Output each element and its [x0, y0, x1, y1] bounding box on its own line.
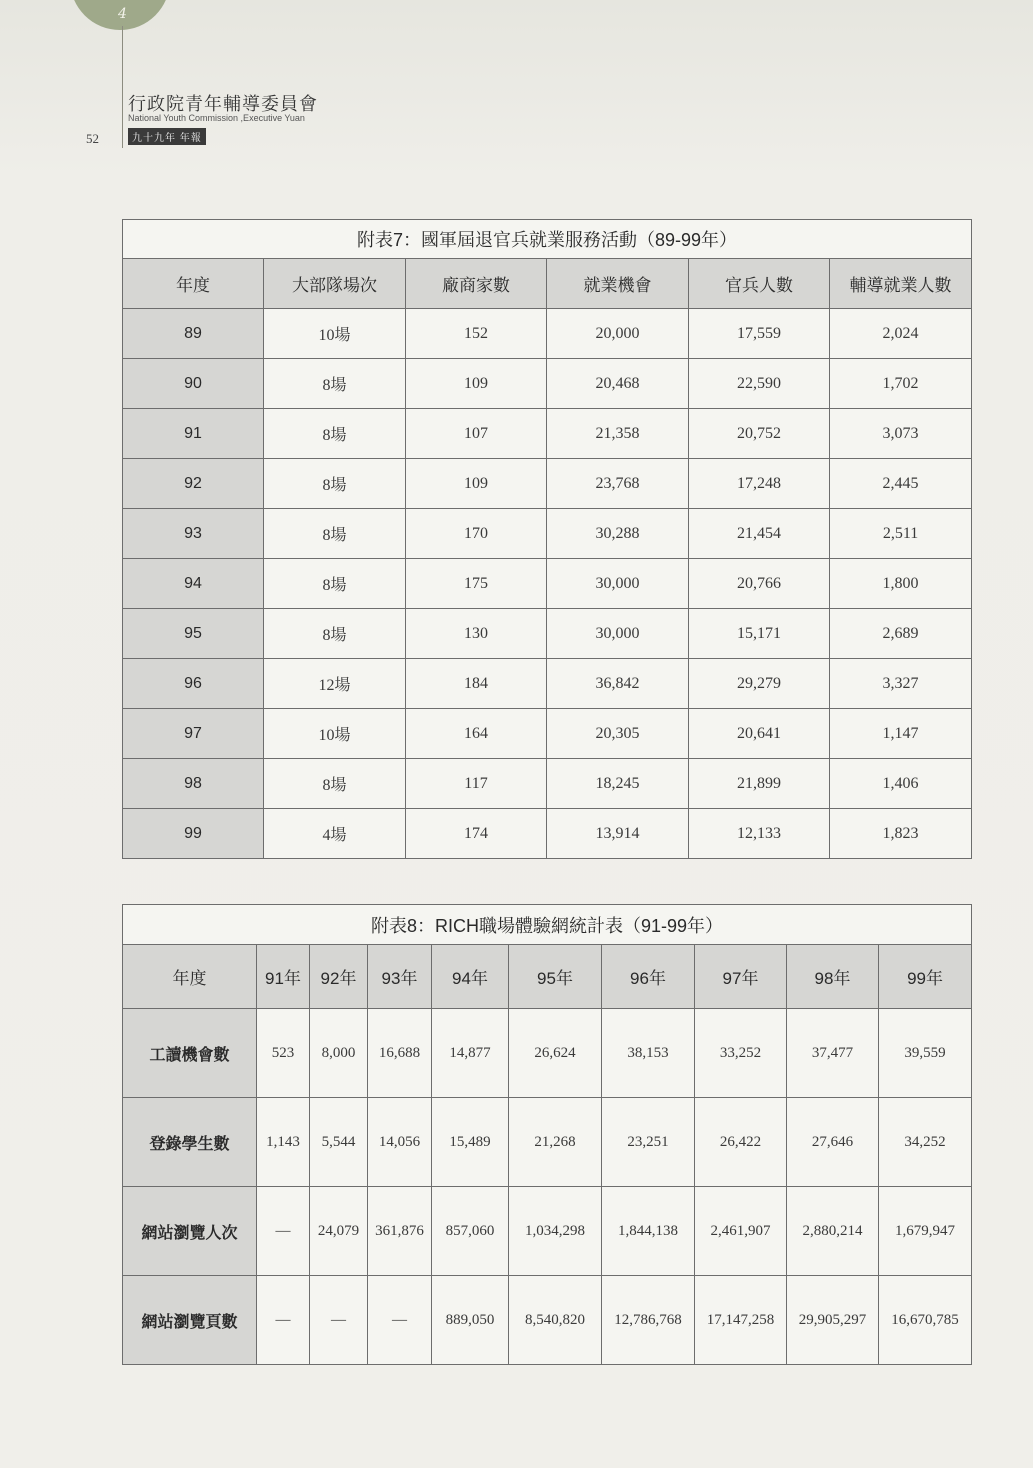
table-cell: 1,844,138 — [602, 1187, 695, 1276]
table-cell: 21,899 — [689, 759, 830, 809]
table-cell: 20,641 — [689, 709, 830, 759]
column-header: 大部隊場次 — [264, 259, 406, 309]
table-row — [123, 609, 972, 659]
row-year: 93 — [123, 509, 264, 559]
table-cell: — — [310, 1276, 368, 1365]
column-header: 年度 — [123, 259, 264, 309]
table-cell: 22,590 — [689, 359, 830, 409]
table-cell: 2,024 — [830, 309, 972, 359]
table-cell: 14,877 — [432, 1009, 509, 1098]
table-cell: 12場 — [264, 659, 406, 709]
table-cell: 20,000 — [547, 309, 689, 359]
table-cell: 1,034,298 — [509, 1187, 602, 1276]
table-row — [123, 1276, 972, 1365]
org-name-zh: 行政院青年輔導委員會 — [128, 94, 318, 114]
column-header: 年度 — [123, 945, 257, 1009]
row-label: 工讀機會數 — [123, 1009, 257, 1098]
table-cell: 1,679,947 — [879, 1187, 972, 1276]
table-7-body — [123, 309, 972, 859]
table-cell: 8場 — [264, 459, 406, 509]
table-cell: 30,000 — [547, 609, 689, 659]
row-label: 登錄學生數 — [123, 1098, 257, 1187]
table-cell: 857,060 — [432, 1187, 509, 1276]
table-cell: 16,670,785 — [879, 1276, 972, 1365]
table-cell: 20,305 — [547, 709, 689, 759]
row-year: 96 — [123, 659, 264, 709]
table-7-veteran-employment — [122, 219, 972, 859]
row-year: 94 — [123, 559, 264, 609]
table-cell: 23,768 — [547, 459, 689, 509]
table-cell: 30,000 — [547, 559, 689, 609]
table-cell: 184 — [406, 659, 547, 709]
table-cell: 8場 — [264, 759, 406, 809]
table-cell: 1,143 — [257, 1098, 310, 1187]
table-cell: 2,880,214 — [787, 1187, 879, 1276]
page-number: 52 — [86, 131, 99, 146]
column-header: 92年 — [310, 945, 368, 1009]
table-row — [123, 509, 972, 559]
table-cell: 15,489 — [432, 1098, 509, 1187]
column-header: 就業機會 — [547, 259, 689, 309]
column-header: 97年 — [695, 945, 787, 1009]
table-cell: 164 — [406, 709, 547, 759]
table-cell: 13,914 — [547, 809, 689, 859]
table-cell: 117 — [406, 759, 547, 809]
table-row — [123, 1098, 972, 1187]
column-header: 98年 — [787, 945, 879, 1009]
table-cell: 2,445 — [830, 459, 972, 509]
table-cell: 33,252 — [695, 1009, 787, 1098]
row-year: 89 — [123, 309, 264, 359]
table-cell: 12,133 — [689, 809, 830, 859]
table-cell: 37,477 — [787, 1009, 879, 1098]
table-cell: 26,422 — [695, 1098, 787, 1187]
table-cell: 2,461,907 — [695, 1187, 787, 1276]
table-cell: 20,752 — [689, 409, 830, 459]
table-cell: 20,468 — [547, 359, 689, 409]
table-cell: 29,905,297 — [787, 1276, 879, 1365]
table-cell: 3,327 — [830, 659, 972, 709]
row-label: 網站瀏覽人次 — [123, 1187, 257, 1276]
column-header: 93年 — [368, 945, 432, 1009]
table-cell: 4場 — [264, 809, 406, 859]
row-year: 91 — [123, 409, 264, 459]
table-row — [123, 309, 972, 359]
table-cell: 109 — [406, 359, 547, 409]
table-cell: 14,056 — [368, 1098, 432, 1187]
table-7-caption: 附表7：國軍屆退官兵就業服務活動（89-99年） — [123, 220, 972, 259]
column-header: 輔導就業人數 — [830, 259, 972, 309]
table-cell: 109 — [406, 459, 547, 509]
table-row — [123, 1009, 972, 1098]
table-cell: 8場 — [264, 359, 406, 409]
table-cell: 1,702 — [830, 359, 972, 409]
report-badge: 九十九年 年報 — [128, 128, 206, 145]
column-header: 官兵人數 — [689, 259, 830, 309]
table-cell: 18,245 — [547, 759, 689, 809]
table-row — [123, 759, 972, 809]
table-8-body — [123, 1009, 972, 1365]
table-cell: 21,358 — [547, 409, 689, 459]
row-label: 網站瀏覽頁數 — [123, 1276, 257, 1365]
table-cell: 130 — [406, 609, 547, 659]
table-cell: 26,624 — [509, 1009, 602, 1098]
table-cell: — — [257, 1187, 310, 1276]
column-header: 99年 — [879, 945, 972, 1009]
table-cell: — — [368, 1276, 432, 1365]
table-cell: 107 — [406, 409, 547, 459]
table-cell: 8,000 — [310, 1009, 368, 1098]
table-row — [123, 559, 972, 609]
row-year: 97 — [123, 709, 264, 759]
table-cell: 12,786,768 — [602, 1276, 695, 1365]
table-cell: 24,079 — [310, 1187, 368, 1276]
table-cell: 8場 — [264, 609, 406, 659]
table-cell: 29,279 — [689, 659, 830, 709]
column-header: 96年 — [602, 945, 695, 1009]
table-cell: 2,689 — [830, 609, 972, 659]
table-cell: 38,153 — [602, 1009, 695, 1098]
table-cell: 17,559 — [689, 309, 830, 359]
header-divider — [122, 26, 123, 148]
chapter-number: 4 — [118, 6, 127, 22]
table-row — [123, 459, 972, 509]
org-name-en: National Youth Commission ,Executive Yuan — [128, 113, 305, 123]
column-header: 95年 — [509, 945, 602, 1009]
table-cell: 20,766 — [689, 559, 830, 609]
column-header: 91年 — [257, 945, 310, 1009]
table-row — [123, 709, 972, 759]
table-cell: 523 — [257, 1009, 310, 1098]
table-cell: 361,876 — [368, 1187, 432, 1276]
table-cell: 34,252 — [879, 1098, 972, 1187]
table-cell: 36,842 — [547, 659, 689, 709]
row-year: 99 — [123, 809, 264, 859]
table-7-header-row — [123, 259, 972, 309]
table-cell: 21,268 — [509, 1098, 602, 1187]
table-cell: 1,823 — [830, 809, 972, 859]
table-cell: 16,688 — [368, 1009, 432, 1098]
table-cell: 1,800 — [830, 559, 972, 609]
table-cell: 27,646 — [787, 1098, 879, 1187]
table-cell: 2,511 — [830, 509, 972, 559]
table-row — [123, 1187, 972, 1276]
table-cell: 175 — [406, 559, 547, 609]
table-cell: — — [257, 1276, 310, 1365]
table-8-header-row — [123, 945, 972, 1009]
table-cell: 3,073 — [830, 409, 972, 459]
table-cell: 10場 — [264, 709, 406, 759]
table-cell: 39,559 — [879, 1009, 972, 1098]
table-cell: 5,544 — [310, 1098, 368, 1187]
table-cell: 15,171 — [689, 609, 830, 659]
table-row — [123, 809, 972, 859]
table-cell: 8,540,820 — [509, 1276, 602, 1365]
row-year: 92 — [123, 459, 264, 509]
table-cell: 1,147 — [830, 709, 972, 759]
row-year: 90 — [123, 359, 264, 409]
row-year: 98 — [123, 759, 264, 809]
table-cell: 8場 — [264, 509, 406, 559]
column-header: 廠商家數 — [406, 259, 547, 309]
table-cell: 1,406 — [830, 759, 972, 809]
table-row — [123, 359, 972, 409]
table-cell: 17,147,258 — [695, 1276, 787, 1365]
table-cell: 10場 — [264, 309, 406, 359]
table-cell: 17,248 — [689, 459, 830, 509]
table-8-rich-stats — [122, 904, 972, 1365]
table-row — [123, 659, 972, 709]
table-cell: 170 — [406, 509, 547, 559]
table-cell: 174 — [406, 809, 547, 859]
row-year: 95 — [123, 609, 264, 659]
table-cell: 889,050 — [432, 1276, 509, 1365]
table-cell: 8場 — [264, 409, 406, 459]
table-cell: 23,251 — [602, 1098, 695, 1187]
column-header: 94年 — [432, 945, 509, 1009]
table-8-caption: 附表8：RICH職場體驗網統計表（91-99年） — [123, 905, 972, 945]
table-cell: 21,454 — [689, 509, 830, 559]
table-cell: 30,288 — [547, 509, 689, 559]
table-cell: 8場 — [264, 559, 406, 609]
table-row — [123, 409, 972, 459]
table-cell: 152 — [406, 309, 547, 359]
